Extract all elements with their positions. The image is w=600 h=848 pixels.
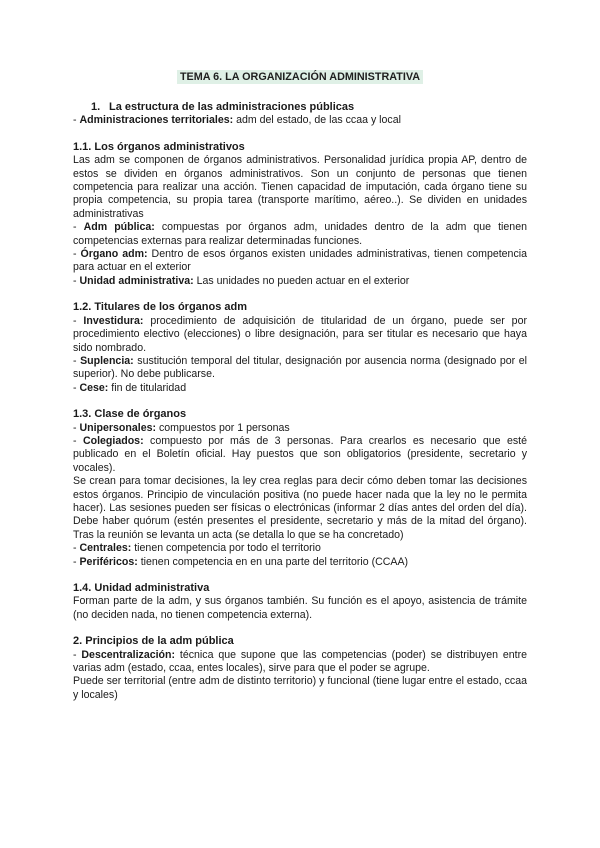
bullet-organo-adm: - Órgano adm: Dentro de esos órganos existen unidades administrativas, tienen competencia para actuar en el exterior: [73, 248, 527, 274]
bullet-perifericos: - Periféricos: tienen competencia en en una parte del territorio (CCAA): [73, 555, 409, 568]
section-2-paragraph: Puede ser territorial (entre adm de distinto territorio) y funcional (tiene lugar entre el estado, ccaa y locales): [73, 675, 527, 701]
bullet-text: adm del estado, de las ccaa y local: [233, 114, 401, 127]
bullet-label: Administraciones territoriales:: [79, 114, 234, 127]
bullet-adm-publica: - Adm pública: compuestas por órganos adm, unidades dentro de la adm que tienen competencias externas para realizar determinadas funciones.: [73, 221, 527, 247]
bullet-cese: - Cese: fin de titularidad: [73, 381, 187, 394]
bullet-colegiados: - Colegiados: compuesto por más de 3 personas. Para crearlos es necesario que esté publicado en el Boletín oficial. Hay puestos que son obligatorios (presidente, secretario y vocales).: [73, 434, 527, 474]
section-1-heading: [73, 101, 527, 114]
section-1-4-heading: 1.4. Unidad administrativa: [73, 582, 210, 594]
section-1-3-paragraph: Se crean para tomar decisiones, la ley crea reglas para decir cómo deben tomar las decisiones estos órganos. Principio de vinculación positiva (no puede hacer nada que la ley no le permita hacer). Las sesiones pueden ser físicas o electrónicas (informar 2 días antes del orden del día). Debe haber quórum (estén presentes el presidente, secretario y más de la mitad del órgano). Tras la reunión se levanta un acta (se detalla lo que se ha concretado): [73, 475, 527, 541]
bullet-label: Descentralización:: [81, 648, 176, 661]
bullet-text: sustitución temporal del titular, designación por ausencia norma (designado por el superior). No debe publicarse.: [73, 354, 527, 381]
bullet-label: Cese:: [79, 381, 109, 394]
document-body: [73, 101, 527, 702]
bullet-label: Adm pública:: [83, 221, 155, 234]
bullet-text: procedimiento de adquisición de titularidad de un órgano, puede ser por procedimiento electivo (elecciones) o libre designación, para ser titular es necesario que haya sido nombrado.: [73, 314, 527, 354]
section-1-number: 1.: [91, 101, 101, 113]
bullet-text: compuestos por 1 personas: [156, 421, 290, 434]
bullet-unidad-adm: - Unidad administrativa: Las unidades no pueden actuar en el exterior: [73, 274, 410, 287]
bullet-text: tienen competencia por todo el territorio: [131, 542, 321, 555]
bullet-text: Las unidades no pueden actuar en el exterior: [193, 274, 410, 287]
section-1-4-text: Forman parte de la adm, y sus órganos también. Su función es el apoyo, asistencia de trámite (no deciden nada, no tienen competencia externa).: [73, 595, 527, 621]
territorial-admin-line: - Administraciones territoriales: adm del estado, de las ccaa y local: [73, 114, 401, 127]
bullet-label: Investidura:: [83, 314, 144, 327]
bullet-suplencia: - Suplencia: sustitución temporal del titular, designación por ausencia norma (designado por el superior). No debe publicarse.: [73, 354, 527, 381]
bullet-text: fin de titularidad: [108, 381, 187, 394]
bullet-label: Periféricos:: [79, 555, 138, 568]
section-1-1-heading: 1.1. Los órganos administrativos: [73, 140, 245, 153]
section-1-2-heading: 1.2. Titulares de los órganos adm: [73, 301, 248, 314]
bullet-investidura: - Investidura: procedimiento de adquisición de titularidad de un órgano, puede ser por procedimiento electivo (elecciones) o libre designación, para ser titular es necesario que haya sido nombrado.: [73, 314, 527, 354]
bullet-label: Unipersonales:: [79, 421, 157, 434]
bullet-descentralizacion: - Descentralización: técnica que supone que las competencias (poder) se distribuyen entre varias adm (estado, ccaa, entes locales), sirve para que el poder se agrupe.: [73, 648, 527, 675]
section-1-3-heading: 1.3. Clase de órganos: [73, 408, 187, 421]
document-title: TEMA 6. LA ORGANIZACIÓN ADMINISTRATIVA: [177, 70, 423, 84]
bullet-label: Suplencia:: [80, 354, 134, 367]
bullet-text: tienen competencia en en una parte del territorio (CCAA): [137, 555, 409, 568]
bullet-label: Centrales:: [79, 542, 132, 555]
bullet-label: Órgano adm:: [80, 248, 148, 261]
bullet-label: Unidad administrativa:: [79, 274, 194, 287]
document-title-wrap: [0, 71, 600, 84]
section-1-1-intro: Las adm se componen de órganos administrativos. Personalidad jurídica propia AP, dentro de estos se dividen en órganos administrativos. Son un conjunto de personas que tienen competencia para realizar una acción. Tienen capacidad de imputación, cada órgano tiene su propia competencia, su propia tarea (transporte marítimo, aéreo..). Se dividen en unidades administrativas: [73, 154, 527, 220]
section-2-heading: 2. Principios de la adm pública: [73, 635, 234, 648]
bullet-text: compuestas por órganos adm, unidades dentro de la adm que tienen competencias externas para realizar determinadas funciones.: [73, 221, 527, 247]
bullet-centrales: - Centrales: tienen competencia por todo el territorio: [73, 542, 321, 555]
bullet-unipersonales: - Unipersonales: compuestos por 1 personas: [73, 421, 290, 434]
section-1-title: La estructura de las administraciones públicas: [109, 101, 355, 113]
bullet-text: compuesto por más de 3 personas. Para crearlos es necesario que esté publicado en el Boletín oficial. Hay puestos que son obligatorios (presidente, secretario y vocales).: [73, 434, 527, 474]
bullet-text: Dentro de esos órganos existen unidades administrativas, tienen competencia para actuar en el exterior: [73, 248, 527, 274]
bullet-text: técnica que supone que las competencias (poder) se distribuyen entre varias adm (estado, ccaa, entes locales), sirve para que el poder se agrupe.: [73, 648, 527, 675]
bullet-label: Colegiados:: [82, 434, 144, 447]
